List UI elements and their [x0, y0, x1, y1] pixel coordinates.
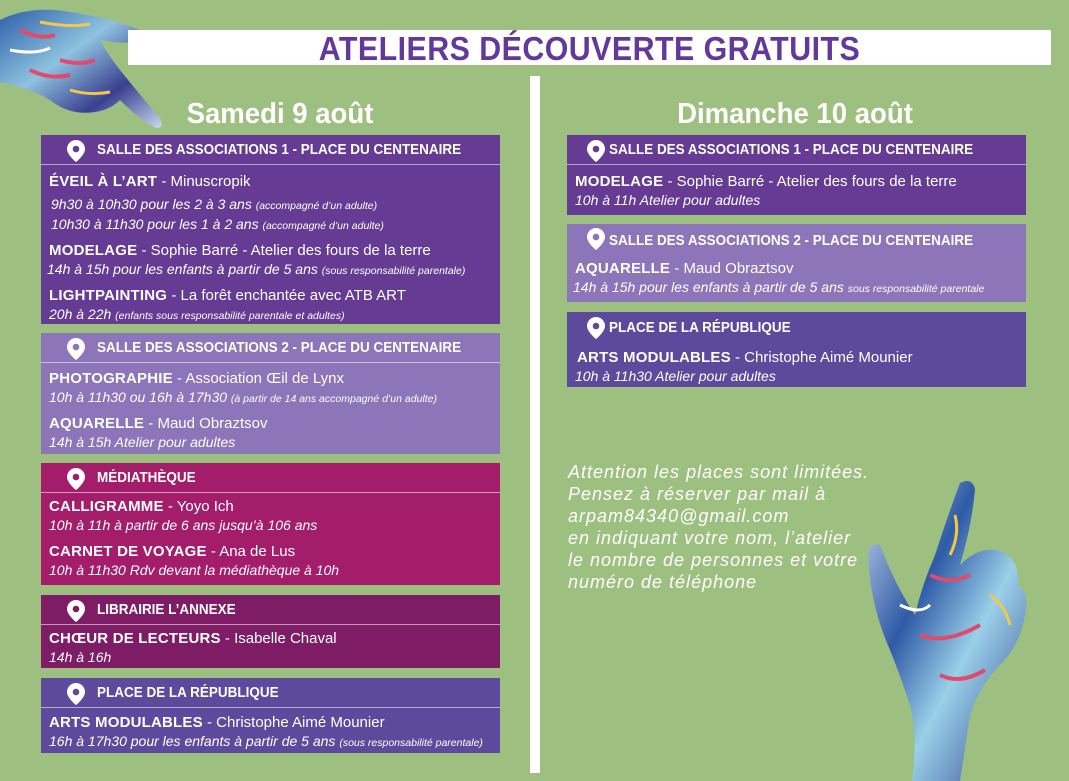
workshop-host: - Sophie Barré - Atelier des fours de la terre: [663, 173, 957, 190]
schedule-text: 14h à 15h pour les enfants à partir de 5 ans: [47, 261, 322, 277]
location-pin-icon: [587, 140, 605, 162]
schedule-text: 14h à 15h Atelier pour adultes: [49, 434, 236, 450]
workshop-name: ARTS MODULABLES: [49, 714, 203, 731]
workshop-host: - Minuscropik: [157, 173, 251, 190]
workshop-photographie: [49, 370, 496, 408]
schedule-note: (accompagné d’un adulte): [262, 220, 384, 232]
page-title: ATELIERS DÉCOUVERTE GRATUITS: [318, 30, 861, 67]
venue-header: [41, 135, 500, 165]
schedule-note: (enfants sous responsabilité parentale et adultes): [115, 310, 345, 322]
workshop-name: CHŒUR DE LECTEURS: [49, 630, 221, 647]
venue-name: LIBRAIRIE L’ANNEXE: [97, 602, 236, 618]
workshop-host: - Christophe Aimé Mounier: [202, 714, 385, 731]
workshop-modelage-sunday: [575, 173, 1022, 209]
schedule-note: (à partir de 14 ans accompagné d’un adulte): [230, 393, 437, 405]
venue-header: [41, 333, 500, 363]
venue-header: [567, 135, 1026, 165]
painted-hand-bottom-illustration: [860, 475, 1069, 781]
notice-line: en indiquant votre nom, l’atelier: [568, 528, 852, 548]
workshop-name: AQUARELLE: [575, 260, 671, 277]
venue-header: [41, 463, 500, 493]
venue-name: SALLE DES ASSOCIATIONS 1 - PLACE DU CENTENAIRE: [97, 142, 462, 158]
workshop-host: - Maud Obraztsov: [144, 415, 268, 432]
workshop-carnet-de-voyage: [49, 543, 496, 579]
schedule-note: (sous responsabilité parentale): [339, 737, 483, 749]
venue-name: PLACE DE LA RÉPUBLIQUE: [609, 320, 791, 336]
workshop-name: CALLIGRAMME: [49, 498, 164, 515]
workshop-choeur-de-lecteurs: [49, 630, 496, 666]
venue-box-salle-2-sunday: [567, 224, 1026, 302]
workshop-host: - Christophe Aimé Mounier: [730, 349, 913, 366]
schedule-note: sous responsabilité parentale: [847, 283, 985, 295]
title-banner: [128, 30, 1051, 65]
notice-email[interactable]: arpam84340@gmail.com: [568, 506, 790, 526]
schedule-text: 10h à 11h30 Rdv devant la médiathèque à 10h: [49, 562, 340, 578]
schedule-text: 10h à 11h à partir de 6 ans jusqu’à 106 ans: [49, 517, 318, 533]
reservation-notice: [568, 461, 888, 593]
column-divider: [530, 76, 540, 773]
venue-header: [567, 224, 1026, 253]
workshop-name: CARNET DE VOYAGE: [49, 543, 207, 560]
venue-box-mediatheque: [41, 463, 500, 585]
venue-header: [41, 678, 500, 708]
sunday-heading: Dimanche 10 août: [677, 98, 913, 130]
notice-line: Attention les places sont limitées.: [568, 462, 870, 482]
workshop-calligramme: [49, 498, 496, 534]
workshop-name: ARTS MODULABLES: [577, 349, 731, 366]
schedule-text: 10h à 11h30 ou 16h à 17h30: [49, 389, 231, 405]
venue-header: [41, 595, 500, 625]
notice-line: numéro de téléphone: [568, 572, 758, 592]
workshop-name: AQUARELLE: [49, 415, 145, 432]
location-pin-icon: [67, 338, 85, 360]
schedule-text: 10h à 11h30 Atelier pour adultes: [575, 368, 776, 384]
workshop-arts-modulables-sunday: [577, 349, 1022, 385]
venue-name: SALLE DES ASSOCIATIONS 2 - PLACE DU CENTENAIRE: [97, 340, 462, 356]
workshop-lightpainting: [49, 287, 496, 325]
venue-box-salle-1-sunday: [567, 135, 1026, 215]
workshop-host: - Maud Obraztsov: [670, 260, 794, 277]
venue-name: MÉDIATHÈQUE: [97, 470, 196, 486]
workshop-name: LIGHTPAINTING: [49, 287, 168, 304]
location-pin-icon: [67, 600, 85, 622]
workshop-modelage: [49, 242, 496, 280]
venue-box-salle-2-saturday: [41, 333, 500, 454]
venue-box-republique-saturday: [41, 678, 500, 753]
schedule-text: 9h30 à 10h30 pour les 2 à 3 ans: [51, 196, 256, 212]
venue-header: [567, 312, 1026, 341]
workshop-host: - Association Œil de Lynx: [172, 370, 345, 387]
workshop-arts-modulables: [49, 714, 496, 752]
schedule-text: 14h à 16h: [49, 649, 112, 665]
notice-line: Pensez à réserver par mail à: [568, 484, 827, 504]
schedule-text: 20h à 22h: [49, 306, 116, 322]
workshop-host: - La forêt enchantée avec ATB ART: [167, 287, 406, 304]
venue-name: SALLE DES ASSOCIATIONS 2 - PLACE DU CENTENAIRE: [609, 233, 974, 249]
workshop-name: PHOTOGRAPHIE: [49, 370, 173, 387]
schedule-text: 16h à 17h30 pour les enfants à partir de 5 ans: [49, 733, 340, 749]
painted-hand-top-illustration: [0, 0, 170, 135]
schedule-note: (sous responsabilité parentale): [321, 265, 466, 277]
schedule-text: 14h à 15h pour les enfants à partir de 5 ans: [573, 279, 848, 295]
location-pin-icon: [67, 468, 85, 490]
workshop-name: ÉVEIL À L’ART: [49, 173, 158, 190]
venue-box-republique-sunday: [567, 312, 1026, 387]
workshop-name: MODELAGE: [575, 173, 664, 190]
workshop-name: MODELAGE: [49, 242, 138, 259]
venue-name: PLACE DE LA RÉPUBLIQUE: [97, 685, 279, 701]
workshop-host: - Ana de Lus: [206, 543, 296, 560]
workshop-host: - Isabelle Chaval: [220, 630, 337, 647]
schedule-text: 10h30 à 11h30 pour les 1 à 2 ans: [51, 216, 263, 232]
location-pin-icon: [587, 317, 605, 339]
workshop-aquarelle: [49, 415, 496, 453]
location-pin-icon: [67, 683, 85, 705]
schedule-text: 10h à 11h Atelier pour adultes: [575, 192, 761, 208]
saturday-heading: Samedi 9 août: [186, 98, 374, 130]
location-pin-icon: [67, 140, 85, 162]
venue-box-librairie: [41, 595, 500, 668]
venue-name: SALLE DES ASSOCIATIONS 1 - PLACE DU CENTENAIRE: [609, 142, 974, 158]
location-pin-icon: [587, 228, 605, 250]
workshop-aquarelle-sunday: [575, 260, 1022, 298]
venue-box-salle-1-saturday: [41, 135, 500, 324]
workshop-host: - Sophie Barré - Atelier des fours de la terre: [137, 242, 431, 259]
notice-line: le nombre de personnes et votre: [568, 550, 859, 570]
schedule-note: (accompagné d’un adulte): [255, 200, 378, 212]
workshop-eveil: [49, 173, 496, 235]
workshop-host: - Yoyo Ich: [163, 498, 234, 515]
